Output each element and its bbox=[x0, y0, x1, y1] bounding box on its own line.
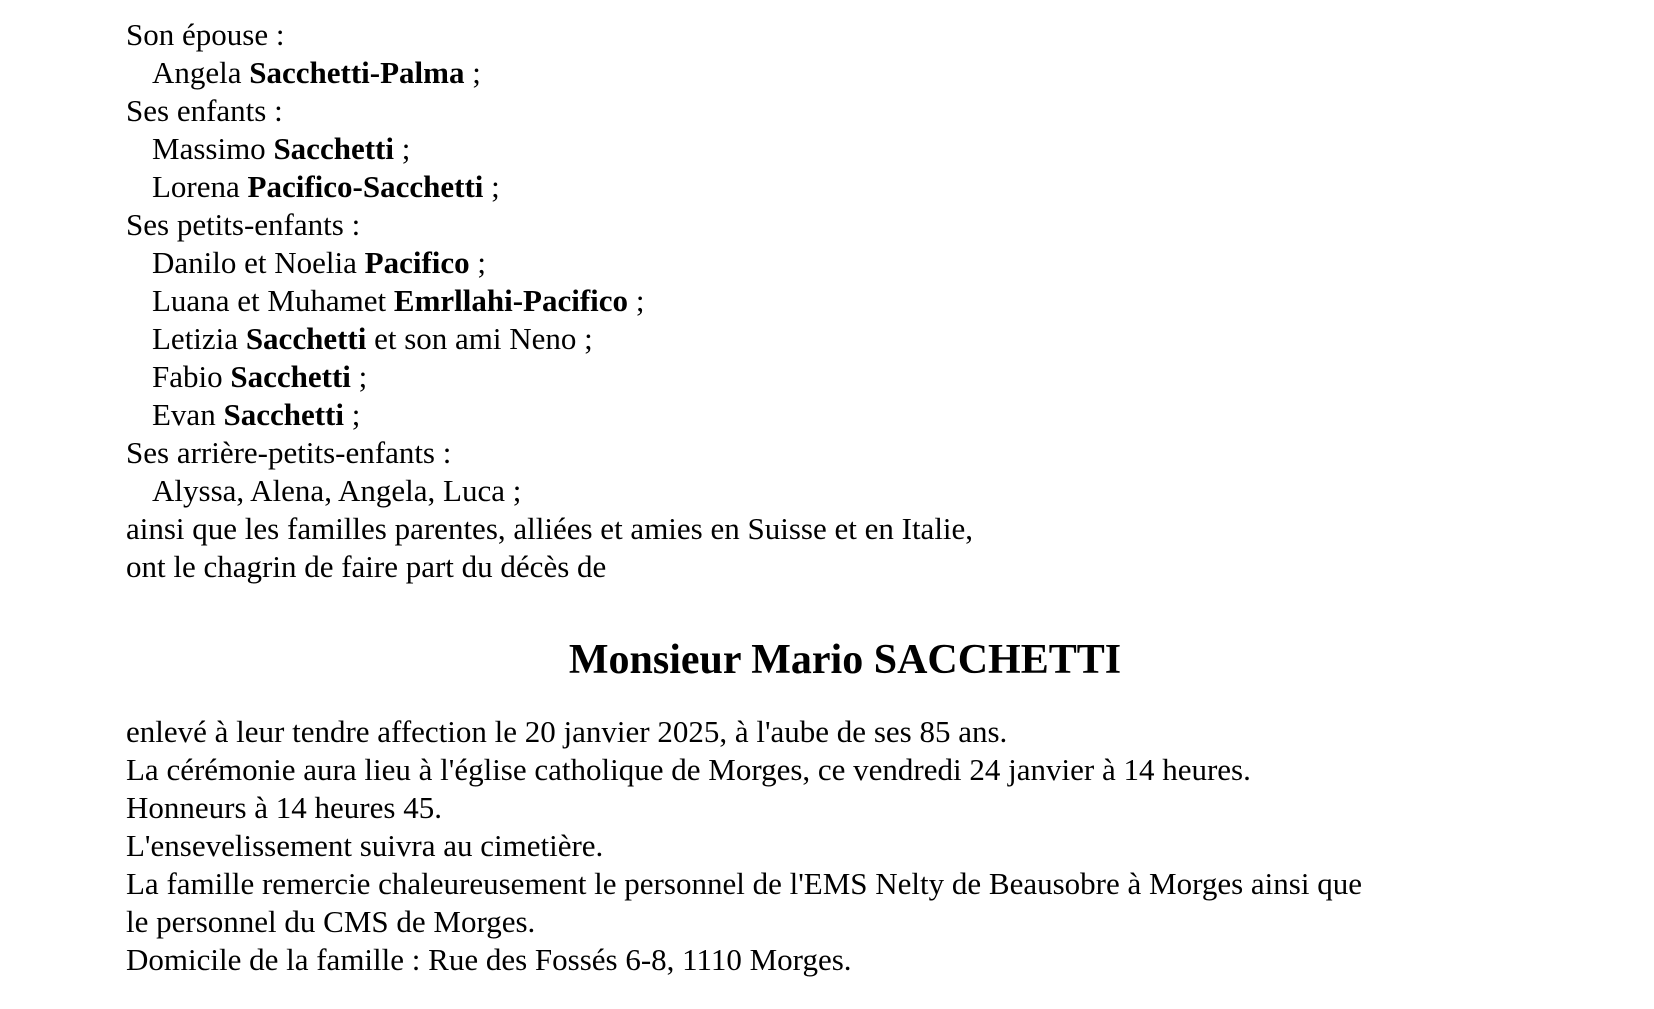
grandchild-entry: Evan Sacchetti ; bbox=[152, 397, 361, 432]
grandchild-entry: Danilo et Noelia Pacifico ; bbox=[152, 245, 487, 280]
relatives-line: ainsi que les familles parentes, alliées et amies en Suisse et en Italie, bbox=[126, 511, 974, 546]
detail-line-3: Honneurs à 14 heures 45. bbox=[126, 790, 442, 825]
great-grandchildren-heading: Ses arrière-petits-enfants : bbox=[126, 435, 452, 470]
grandchild-entry: Fabio Sacchetti ; bbox=[152, 359, 368, 394]
detail-line-6: le personnel du CMS de Morges. bbox=[126, 904, 536, 939]
grandchild-entry: Letizia Sacchetti et son ami Neno ; bbox=[152, 321, 593, 356]
detail-line-1: enlevé à leur tendre affection le 20 janvier 2025, à l'aube de ses 85 ans. bbox=[126, 714, 1008, 749]
child-entry: Lorena Pacifico-Sacchetti ; bbox=[152, 169, 500, 204]
announce-line: ont le chagrin de faire part du décès de bbox=[126, 549, 607, 584]
detail-line-5: La famille remercie chaleureusement le personnel de l'EMS Nelty de Beausobre à Morges ainsi que bbox=[126, 866, 1362, 901]
grandchild-entry: Luana et Muhamet Emrllahi-Pacifico ; bbox=[152, 283, 645, 318]
child-entry: Massimo Sacchetti ; bbox=[152, 131, 411, 166]
detail-line-4: L'ensevelissement suivra au cimetière. bbox=[126, 828, 604, 863]
great-grandchildren-names: Alyssa, Alena, Angela, Luca ; bbox=[152, 473, 522, 508]
deceased-name: Monsieur Mario SACCHETTI bbox=[568, 637, 1122, 683]
spouse-entry: Angela Sacchetti-Palma ; bbox=[152, 55, 481, 90]
grandchildren-heading: Ses petits-enfants : bbox=[126, 207, 361, 242]
spouse-heading: Son épouse : bbox=[126, 17, 285, 52]
detail-line-7: Domicile de la famille : Rue des Fossés 6-8, 1110 Morges. bbox=[126, 942, 852, 977]
detail-line-2: La cérémonie aura lieu à l'église catholique de Morges, ce vendredi 24 janvier à 14 heures. bbox=[126, 752, 1251, 787]
children-heading: Ses enfants : bbox=[126, 93, 283, 128]
